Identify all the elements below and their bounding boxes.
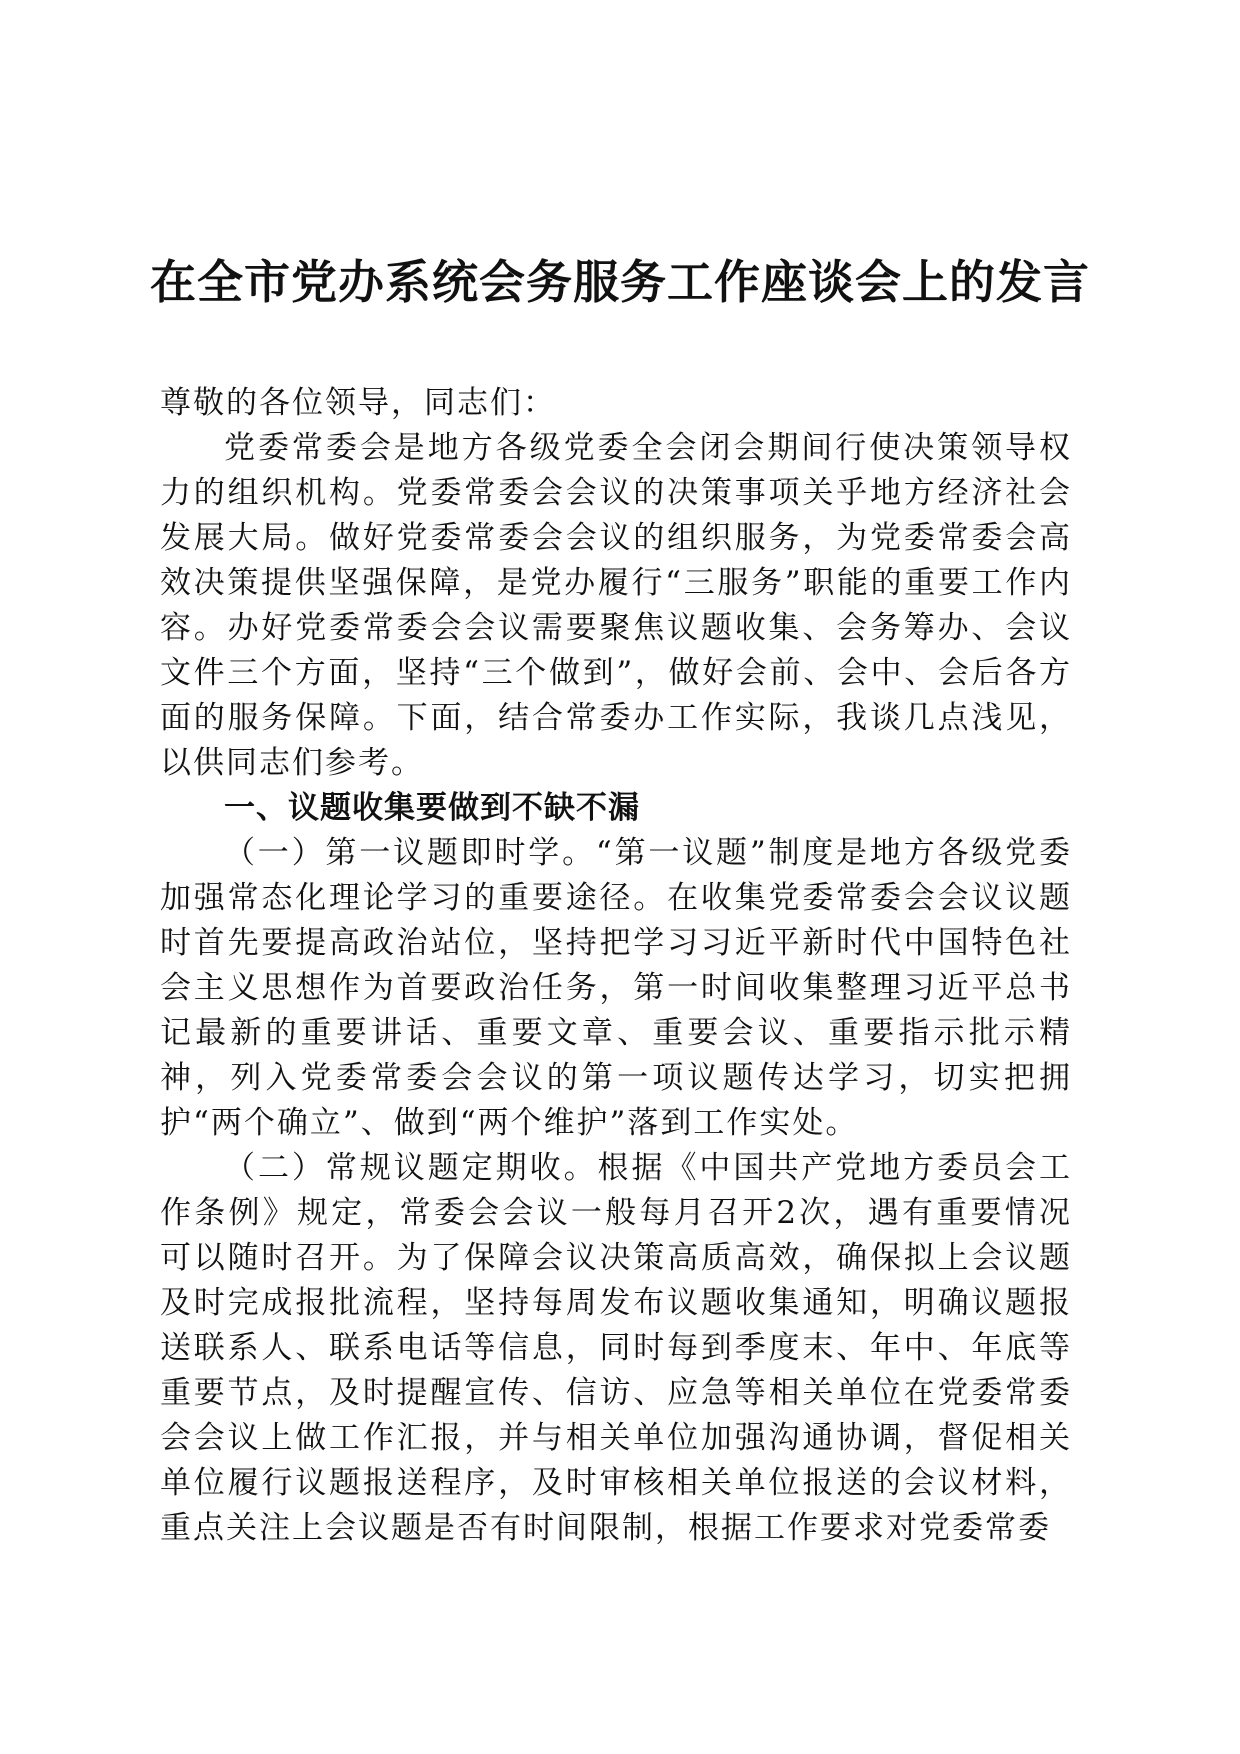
document-body [160,381,1072,1551]
paragraph-first-topic: （一）第一议题即时学。“第一议题”制度是地方各级党委加强常态化理论学习的重要途径。在收集党委常委会会议议题时首先要提高政治站位，坚持把学习习近平新时代中国特色社会主义思想作为首要政治任务，第一时间收集整理习近平总书记最新的重要讲话、重要文章、重要会议、重要指示批示精神，列入党委常委会会议的第一项议题传达学习，切实把拥护“两个确立”、做到“两个维护”落到工作实处。 [160,835,1072,1141]
document-title: 在全市党办系统会务服务工作座谈会上的发言 [150,255,1090,309]
paragraph-regular-topic: （二）常规议题定期收。根据《中国共产党地方委员会工作条例》规定，常委会会议一般每月召开2次，遇有重要情况可以随时召开。为了保障会议决策高质高效，确保拟上会议题及时完成报批流程，坚持每周发布议题收集通知，明确议题报送联系人、联系电话等信息，同时每到季度末、年中、年底等重要节点，及时提醒宣传、信访、应急等相关单位在党委常委会会议上做工作汇报，并与相关单位加强沟通协调，督促相关单位履行议题报送程序，及时审核相关单位报送的会议材料，重点关注上会议题是否有时间限制，根据工作要求对党委常委 [160,1150,1072,1546]
section-heading-1: 一、议题收集要做到不缺不漏 [224,790,640,826]
salutation: 尊敬的各位领导，同志们： [160,385,556,421]
intro-paragraph: 党委常委会是地方各级党委全会闭会期间行使决策领导权力的组织机构。党委常委会会议的决策事项关乎地方经济社会发展大局。做好党委常委会会议的组织服务，为党委常委会高效决策提供坚强保障，是党办履行“三服务”职能的重要工作内容。办好党委常委会会议需要聚焦议题收集、会务筹办、会议文件三个方面，坚持“三个做到”，做好会前、会中、会后各方面的服务保障。下面，结合常委办工作实际，我谈几点浅见，以供同志们参考。 [160,430,1072,781]
